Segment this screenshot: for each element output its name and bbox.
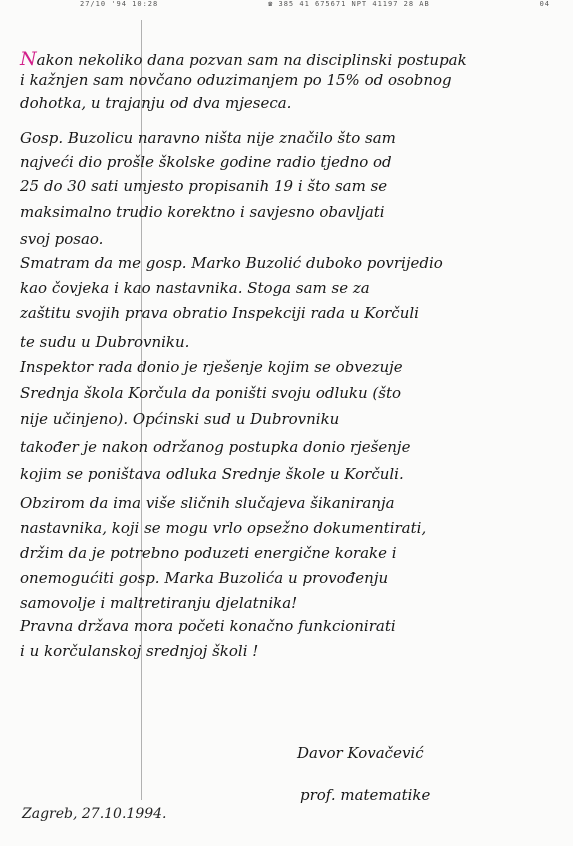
letter-line-text: kojim se poništava odluka Srednje škole u Korčuli.: [20, 465, 404, 483]
letter-line: [20, 412, 339, 427]
signature-title: prof. matematike: [300, 786, 431, 804]
letter-line-text: akon nekoliko dana pozvan sam na disciplinski postupak: [36, 51, 467, 69]
letter-line-text: onemogućiti gosp. Marka Buzolića u provođenju: [20, 569, 389, 587]
letter-line-text: Obzirom da ima više sličnih slučajeva šikaniranja: [20, 494, 395, 512]
letter-line-text: kao čovjeka i kao nastavnika. Stoga sam se za: [20, 279, 370, 297]
letter-line-text: Pravna država mora početi konačno funkcionirati: [20, 617, 396, 635]
letter-line-text: zaštitu svojih prava obratio Inspekciji rada u Korčuli: [20, 304, 419, 322]
letter-line: [20, 155, 392, 170]
letter-line-text: Srednja škola Korčula da poništi svoju odluku (što: [20, 384, 402, 402]
letter-line-text: Gosp. Buzolicu naravno ništa nije značilo što sam: [20, 129, 396, 147]
letter-line: [20, 281, 370, 296]
letter-initial: N: [20, 48, 37, 70]
place-and-date: Zagreb, 27.10.1994.: [22, 806, 167, 822]
letter-line-text: nije učinjeno). Općinski sud u Dubrovniku: [20, 410, 340, 428]
letter-line: [20, 546, 397, 561]
letter-line: [20, 335, 189, 350]
letter-line: [20, 386, 401, 401]
letter-line-text: također je nakon održanog postupka donio rješenje: [20, 438, 411, 456]
letter-line: [20, 256, 443, 271]
letter-line-text: maksimalno trudio korektno i savjesno obavljati: [20, 203, 385, 221]
letter-line: [20, 467, 404, 482]
letter-line: [20, 619, 396, 634]
letter-line-text: te sudu u Dubrovniku.: [20, 333, 190, 351]
letter-line-text: samovolje i maltretiranju djelatnika!: [20, 594, 298, 612]
letter-line: [20, 131, 396, 146]
letter-line: [20, 644, 258, 659]
letter-line: [20, 596, 297, 611]
letter-line: [20, 179, 387, 194]
letter-line: [20, 571, 388, 586]
fax-header: [80, 0, 550, 12]
letter-line: [20, 232, 103, 247]
letter-line: [20, 440, 410, 455]
letter-line-text: nastavnika, koji se mogu vrlo opsežno dokumentirati,: [20, 519, 427, 537]
letter-line-text: 25 do 30 sati umjesto propisanih 19 i što sam se: [20, 177, 388, 195]
letter-line: [20, 50, 467, 69]
letter-line-text: svoj posao.: [20, 230, 104, 248]
letter-line-text: Inspektor rada donio je rješenje kojim se obvezuje: [20, 358, 403, 376]
fax-header-page: 04: [539, 0, 550, 8]
letter-line: [20, 73, 452, 88]
signature-name: Davor Kovačević: [297, 744, 424, 762]
letter-line-text: držim da je potrebno poduzeti energične korake i: [20, 544, 397, 562]
letter-line-text: i kažnjen sam novčano oduzimanjem po 15% od osobnog: [20, 71, 452, 89]
letter-line: [20, 306, 419, 321]
letter-line-text: najveći dio prošle školske godine radio tjedno od: [20, 153, 392, 171]
letter-line: [20, 360, 403, 375]
letter-line-text: Smatram da me gosp. Marko Buzolić duboko povrijedio: [20, 254, 443, 272]
letter-line: [20, 96, 291, 111]
letter-line-text: i u korčulanskoj srednjoj školi !: [20, 642, 259, 660]
letter-line: [20, 496, 395, 511]
letter-line-text: dohotka, u trajanju od dva mjeseca.: [20, 94, 292, 112]
letter-line: [20, 205, 385, 220]
letter-line: [20, 521, 426, 536]
fax-header-number: ☎ 385 41 675671 NPT 41197 28 AB: [268, 0, 430, 8]
fax-header-datetime: 27/10 '94 10:28: [80, 0, 159, 8]
